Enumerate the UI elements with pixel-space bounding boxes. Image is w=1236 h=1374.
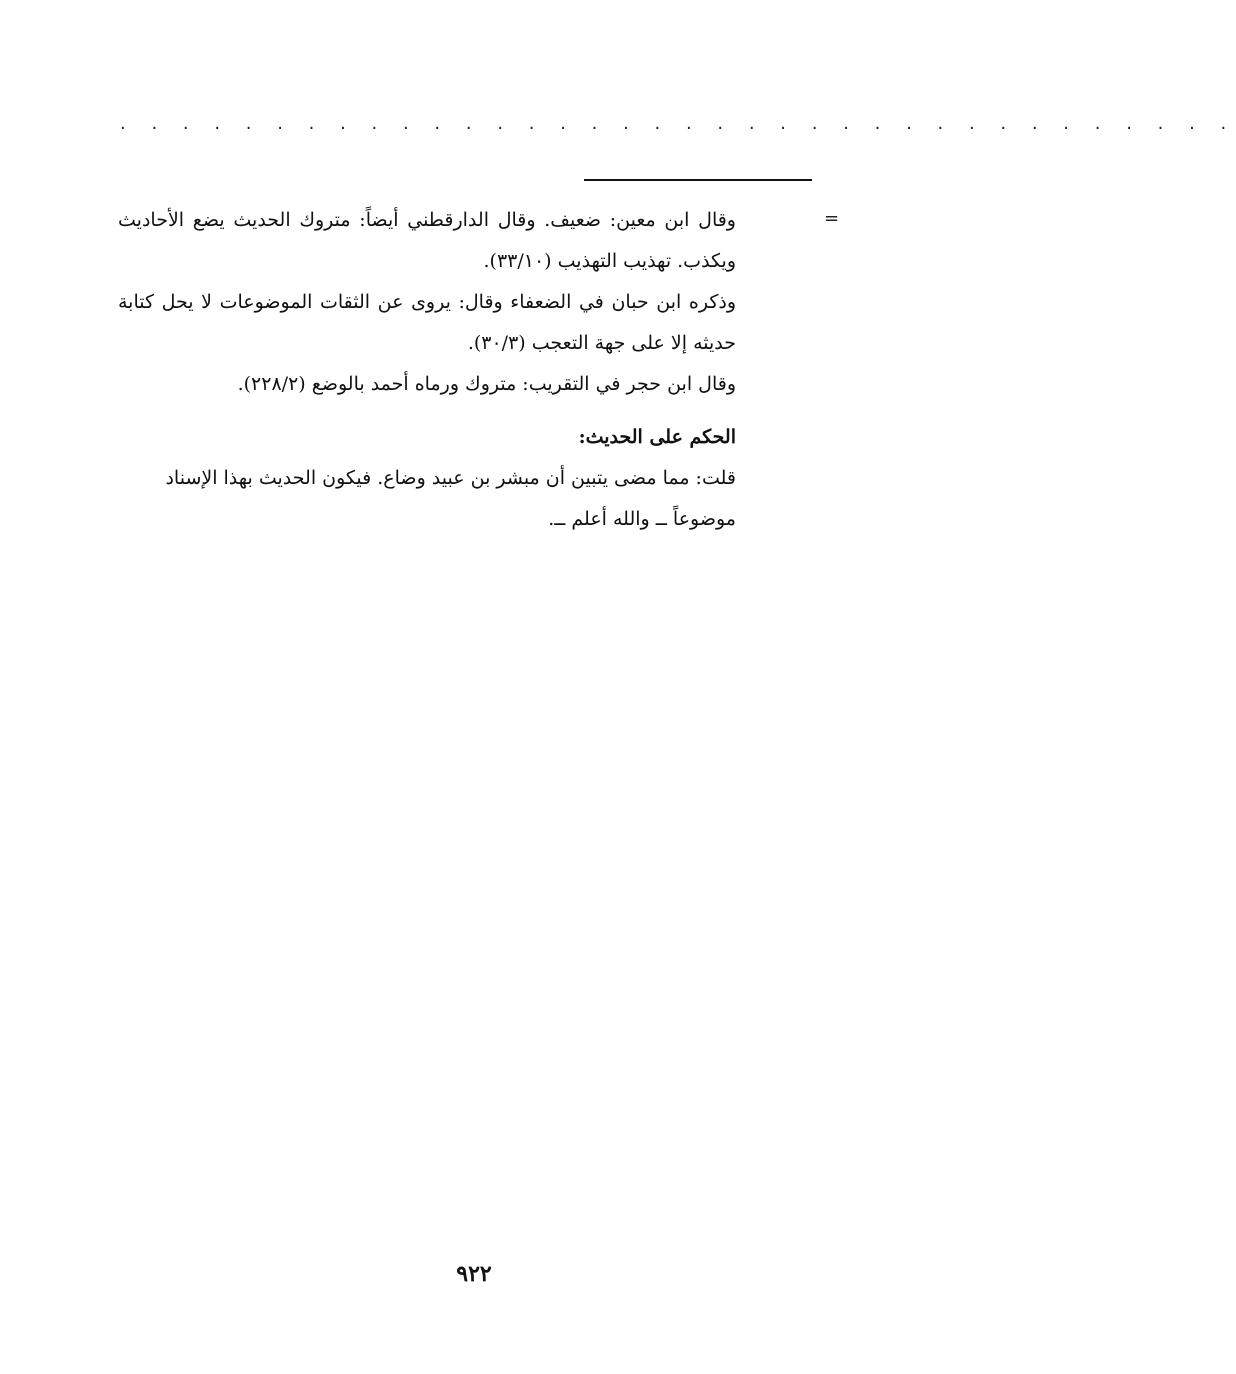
judgment-text (118, 458, 736, 540)
continuation-marker: = (824, 208, 840, 229)
footnote-line-ibn-hibban: وذكره ابن حبان في الضعفاء وقال: يروى عن الثقات الموضوعات لا يحل كتابة حديثه إلا على جهة التعجب (٣٠/٣). (118, 291, 736, 354)
judgment-heading: الحكم على الحديث: (578, 426, 736, 448)
judgment-paragraph: قلت: مما مضى يتبين أن مبشر بن عبيد وضاع. فيكون الحديث بهذا الإسناد موضوعاً ــ والله أعلم ــ. (165, 467, 736, 530)
footnote-line-ibn-hajar: وقال ابن حجر في التقريب: متروك ورماه أحمد بالوضع (٢٢٨/٢). (237, 373, 736, 395)
footnote-line-ibn-maeen: وقال ابن معين: ضعيف. وقال الدارقطني أيضاً: متروك الحديث يضع الأحاديث ويكذب. تهذيب التهذيب (٣٣/١٠). (118, 209, 736, 272)
dotted-separator: . . . . . . . . . . . . . . . . . . . . . . . . . . . . . . . . . . . . (120, 113, 1236, 134)
page-number: ٩٢٢ (456, 1261, 492, 1287)
footnote-rule (584, 179, 812, 181)
footnote-block (118, 200, 736, 405)
